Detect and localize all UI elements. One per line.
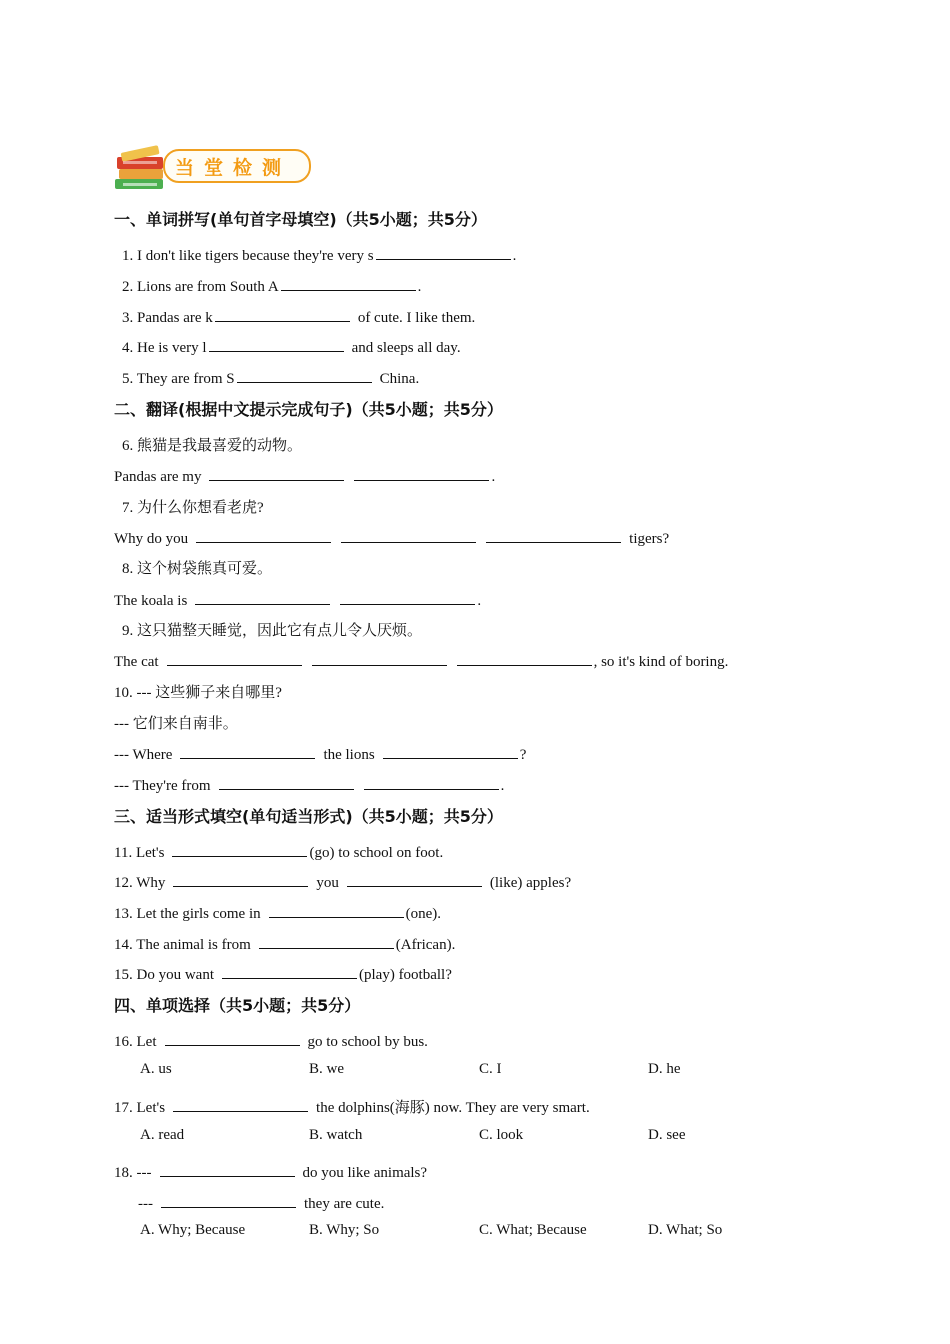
question-10-line-2: --- They're from . bbox=[114, 774, 504, 795]
answer-blank[interactable] bbox=[340, 589, 475, 605]
option-d[interactable]: D. see bbox=[648, 1127, 686, 1143]
question-4: 4. He is very l and sleeps all day. bbox=[122, 336, 461, 357]
answer-blank[interactable] bbox=[209, 465, 344, 481]
answer-blank[interactable] bbox=[165, 1030, 300, 1046]
question-7: Why do you tigers? bbox=[114, 527, 669, 548]
answer-blank[interactable] bbox=[215, 306, 350, 322]
answer-blank[interactable] bbox=[281, 275, 416, 291]
question-12: 12. Why you (like) apples? bbox=[114, 871, 571, 892]
question-9: The cat , so it's kind of boring. bbox=[114, 650, 728, 671]
section-1-heading: 一、单词拼写(单句首字母填空)（共5小题；共5分） bbox=[114, 210, 487, 229]
option-d[interactable]: D. he bbox=[648, 1061, 681, 1077]
question-8: The koala is . bbox=[114, 589, 481, 610]
section-4-heading: 四、单项选择（共5小题；共5分） bbox=[114, 996, 361, 1015]
question-10-line-1: --- Where the lions ? bbox=[114, 743, 526, 764]
question-7-chinese: 7. 为什么你想看老虎? bbox=[122, 500, 264, 516]
answer-blank[interactable] bbox=[486, 527, 621, 543]
banner-title: 当堂检测 bbox=[175, 157, 292, 179]
answer-blank[interactable] bbox=[195, 589, 330, 605]
option-d[interactable]: D. What; So bbox=[648, 1222, 723, 1238]
option-a[interactable]: A. us bbox=[140, 1061, 172, 1077]
answer-blank[interactable] bbox=[312, 650, 447, 666]
answer-blank[interactable] bbox=[173, 1096, 308, 1112]
answer-blank[interactable] bbox=[222, 963, 357, 979]
question-18-line-2: --- they are cute. bbox=[138, 1192, 384, 1213]
answer-blank[interactable] bbox=[172, 841, 307, 857]
question-3: 3. Pandas are k of cute. I like them. bbox=[122, 306, 475, 327]
question-1: 1. I don't like tigers because they're very s . bbox=[122, 244, 516, 265]
answer-blank[interactable] bbox=[269, 902, 404, 918]
section-banner bbox=[113, 143, 309, 193]
option-c[interactable]: C. I bbox=[479, 1061, 502, 1077]
question-5: 5. They are from S China. bbox=[122, 367, 419, 388]
section-2-heading: 二、翻译(根据中文提示完成句子)（共5小题；共5分） bbox=[114, 400, 503, 419]
option-a[interactable]: A. read bbox=[140, 1127, 185, 1143]
question-15: 15. Do you want (play) football? bbox=[114, 963, 452, 984]
option-c[interactable]: C. look bbox=[479, 1127, 524, 1143]
option-a[interactable]: A. Why; Because bbox=[140, 1222, 246, 1238]
answer-blank[interactable] bbox=[180, 743, 315, 759]
question-18-line-1: 18. --- do you like animals? bbox=[114, 1161, 427, 1182]
option-c[interactable]: C. What; Because bbox=[479, 1222, 587, 1238]
answer-blank[interactable] bbox=[364, 774, 499, 790]
question-17: 17. Let's the dolphins(海豚) now. They are very smart. bbox=[114, 1096, 590, 1117]
answer-blank[interactable] bbox=[383, 743, 518, 759]
question-6-chinese: 6. 熊猫是我最喜爱的动物。 bbox=[122, 438, 303, 454]
answer-blank[interactable] bbox=[457, 650, 592, 666]
question-13: 13. Let the girls come in (one). bbox=[114, 902, 441, 923]
answer-blank[interactable] bbox=[160, 1161, 295, 1177]
section-3-heading: 三、适当形式填空(单句适当形式)（共5小题；共5分） bbox=[114, 807, 503, 826]
option-b[interactable]: B. we bbox=[309, 1061, 344, 1077]
question-8-chinese: 8. 这个树袋熊真可爱。 bbox=[122, 561, 273, 577]
answer-blank[interactable] bbox=[161, 1192, 296, 1208]
answer-blank[interactable] bbox=[347, 871, 482, 887]
question-11: 11. Let's (go) to school on foot. bbox=[114, 841, 443, 862]
question-10-chinese-1: 10. --- 这些狮子来自哪里? bbox=[114, 685, 282, 701]
answer-blank[interactable] bbox=[376, 244, 511, 260]
answer-blank[interactable] bbox=[259, 933, 394, 949]
option-b[interactable]: B. Why; So bbox=[309, 1222, 380, 1238]
question-9-chinese: 9. 这只猫整天睡觉，因此它有点儿令人厌烦。 bbox=[122, 623, 423, 639]
answer-blank[interactable] bbox=[167, 650, 302, 666]
answer-blank[interactable] bbox=[196, 527, 331, 543]
question-2: 2. Lions are from South A . bbox=[122, 275, 421, 296]
question-10-chinese-2: --- 它们来自南非。 bbox=[114, 716, 238, 732]
answer-blank[interactable] bbox=[354, 465, 489, 481]
answer-blank[interactable] bbox=[237, 367, 372, 383]
question-16: 16. Let go to school by bus. bbox=[114, 1030, 428, 1051]
answer-blank[interactable] bbox=[209, 336, 344, 352]
option-b[interactable]: B. watch bbox=[309, 1127, 363, 1143]
answer-blank[interactable] bbox=[173, 871, 308, 887]
question-14: 14. The animal is from (African). bbox=[114, 933, 455, 954]
question-6: Pandas are my . bbox=[114, 465, 495, 486]
answer-blank[interactable] bbox=[341, 527, 476, 543]
answer-blank[interactable] bbox=[219, 774, 354, 790]
